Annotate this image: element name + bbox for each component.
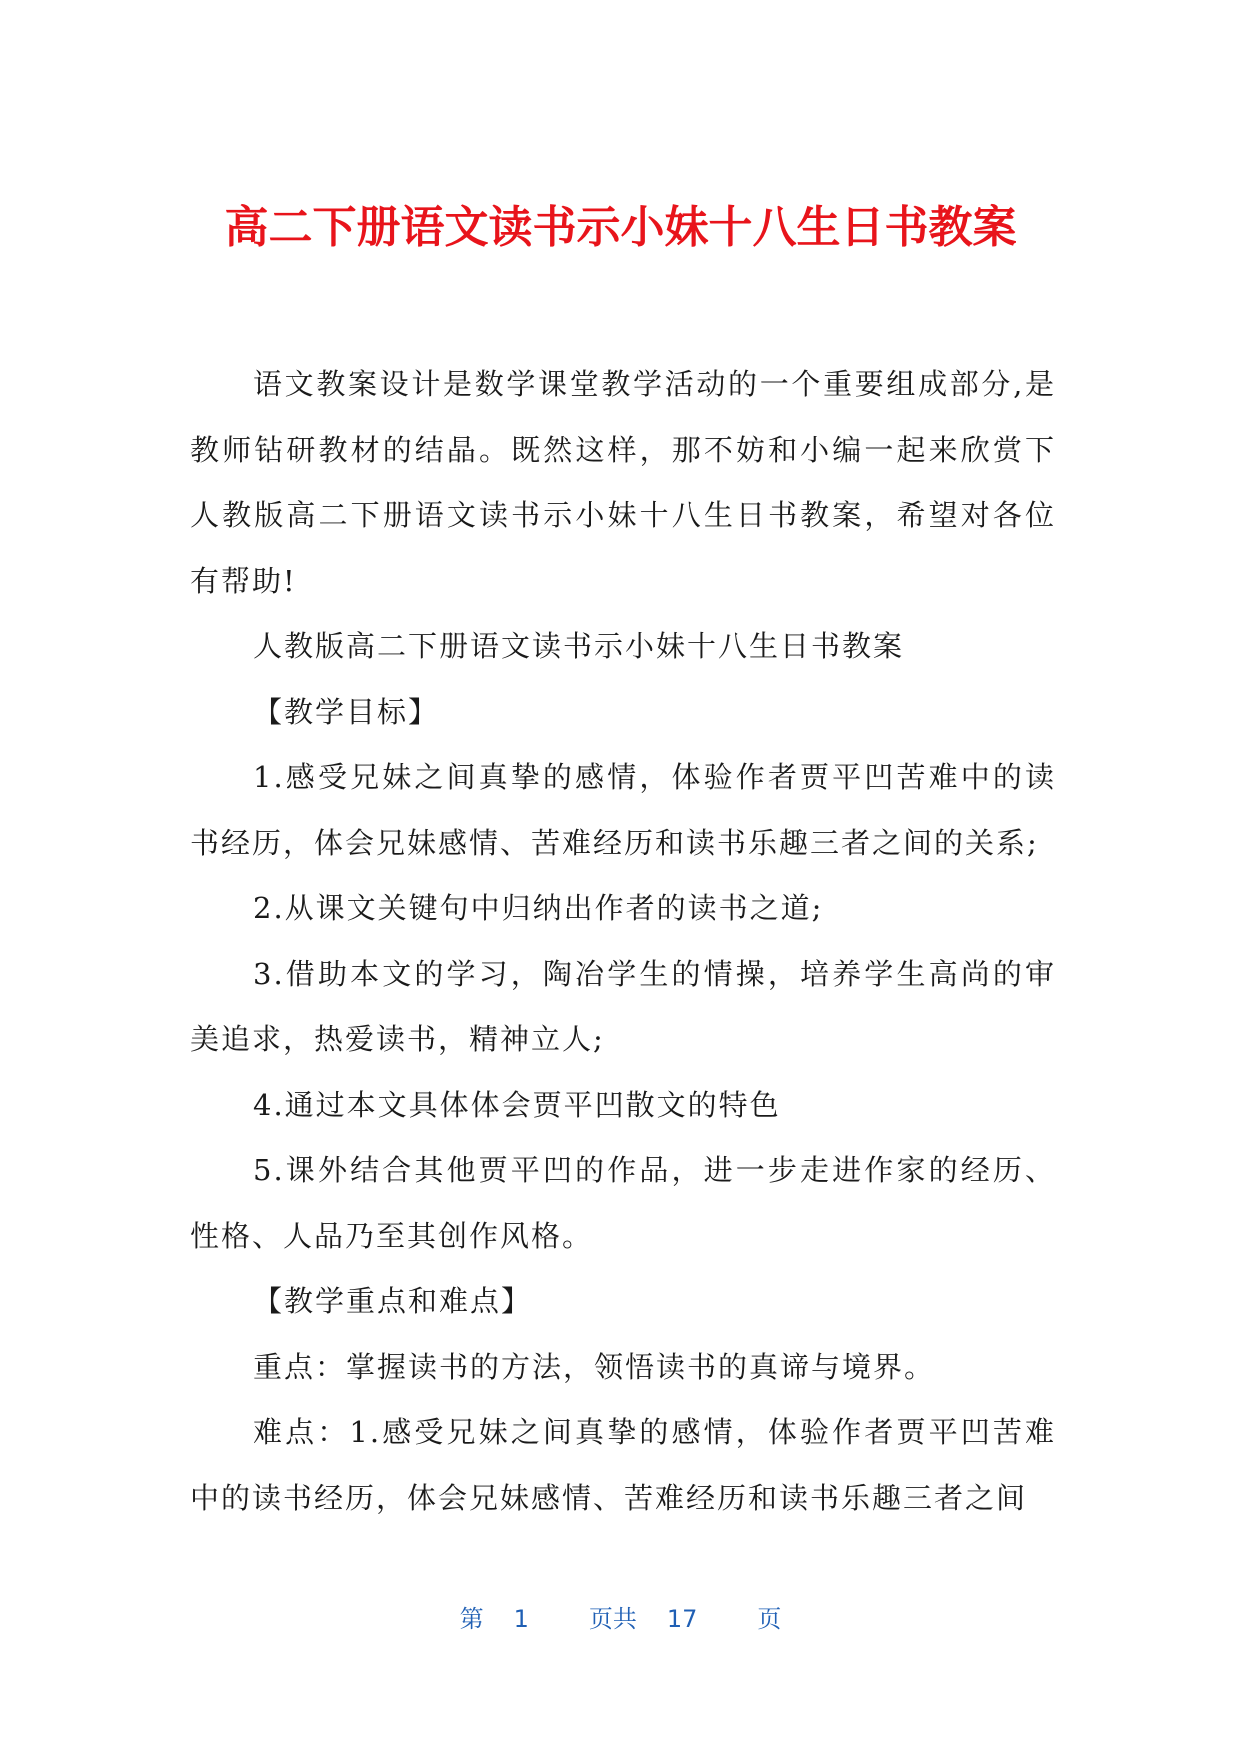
document-title: 高二下册语文读书示小妹十八生日书教案 bbox=[224, 202, 1017, 253]
paragraph-subtitle: 人教版高二下册语文读书示小妹十八生日书教案 bbox=[253, 629, 905, 663]
page-footer bbox=[0, 1603, 1241, 1635]
objective-item-5: 5.课外结合其他贾平凹的作品，进一步走进作家的经历、性格、人品乃至其创作风格。 bbox=[190, 1153, 1056, 1253]
section-heading-key-points: 【教学重点和难点】 bbox=[253, 1284, 533, 1318]
difficulty-text: 难点：1.感受兄妹之间真挚的感情，体验作者贾平凹苦难中的读书经历，体会兄妹感情、苦难经历和读书乐趣三者之间 bbox=[190, 1415, 1056, 1515]
objective-item-3: 3.借助本文的学习，陶冶学生的情操，培养学生高尚的审美追求，热爱读书，精神立人; bbox=[190, 956, 1056, 1056]
key-point-text: 重点：掌握读书的方法，领悟读书的真谛与境界。 bbox=[253, 1349, 936, 1384]
objective-item-1: 1.感受兄妹之间真挚的感情，体验作者贾平凹苦难中的读书经历，体会兄妹感情、苦难经历和读书乐趣三者之间的关系; bbox=[190, 760, 1056, 860]
page-number-total: 17 bbox=[666, 1605, 698, 1633]
section-heading-objectives: 【教学目标】 bbox=[253, 694, 440, 729]
objective-item-4: 4.通过本文具体体会贾平凹散文的特色 bbox=[253, 1087, 781, 1122]
document-body bbox=[190, 352, 1056, 1531]
objective-item-2: 2.从课文关键句中归纳出作者的读书之道; bbox=[253, 891, 824, 925]
page-label-suffix: 页 bbox=[757, 1605, 782, 1633]
paragraph-intro: 语文教案设计是数学课堂教学活动的一个重要组成部分,是教师钻研教材的结晶。既然这样，那不妨和小编一起来欣赏下人教版高二下册语文读书示小妹十八生日书教案，希望对各位有帮助! bbox=[190, 367, 1056, 598]
page-label-middle: 页共 bbox=[588, 1605, 637, 1633]
page-number-current: 1 bbox=[513, 1605, 529, 1633]
page-label-prefix: 第 bbox=[459, 1605, 484, 1633]
